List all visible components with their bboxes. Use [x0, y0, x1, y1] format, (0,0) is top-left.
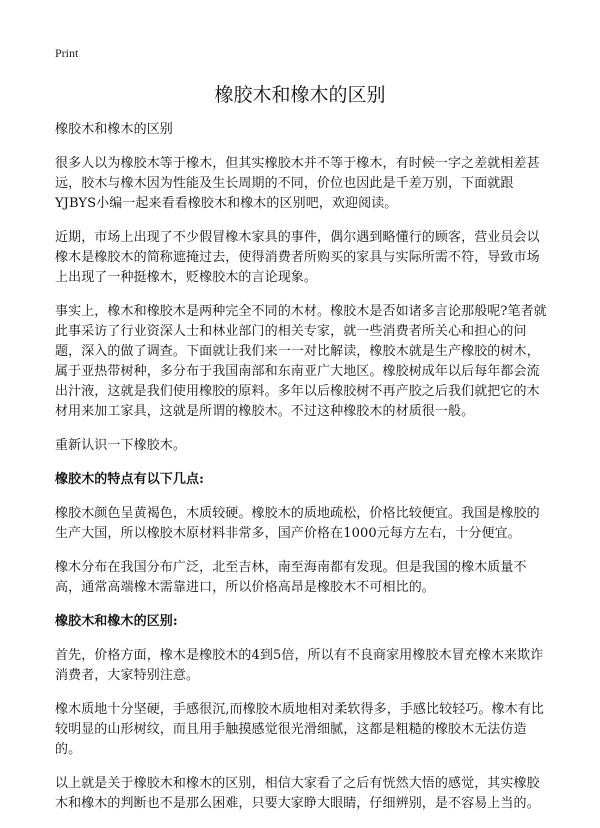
differences-paragraph-2: 橡木质地十分坚硬，手感很沉,而橡胶木质地相对柔软得多，手感比较轻巧。橡木有比较明显的山形树纹，而且用手触摸感觉很光滑细腻，这都是粗糙的橡胶木无法仿造的。 [55, 702, 544, 757]
conclusion-paragraph: 以上就是关于橡胶木和橡木的区别，相信大家看了之后有恍然大悟的感觉，其实橡胶木和橡木的判断也不是那么困难，只要大家睁大眼睛，仔细辨别，是不容易上当的。 [55, 776, 540, 811]
facts-paragraph: 事实上，橡木和橡胶木是两种完全不同的木材。橡胶木是否如诸多言论那般呢?笔者就此事采访了行业资深人士和林业部门的相关专家，就一些消费者所关心和担心的问题，深入的做了调查。下面就让我们来一一对比解读，橡胶木就是生产橡胶的树木，属于亚热带树种，多分布于我国南部和东南亚广大地区。橡胶树成年以后每年都会流出汁液，这就是我们使用橡胶的原料。多年以后橡胶树不再产胶之后我们就把它的木材用来加工家具，这就是所谓的橡胶木。不过这种橡胶木的材质很一般。 [55, 304, 547, 419]
article-subtitle: 橡胶木和橡木的区别 [55, 122, 173, 137]
differences-paragraph-1: 首先，价格方面，橡木是橡胶木的4到5倍，所以有不良商家用橡胶木冒充橡木来欺诈消费者，大家特别注意。 [55, 648, 544, 683]
print-link[interactable]: Print [55, 46, 79, 60]
features-heading: 橡胶木的特点有以下几点: [55, 472, 204, 487]
features-paragraph-1: 橡胶木颜色呈黄褐色，木质较硬。橡胶木的质地疏松，价格比较便宜。我国是橡胶的生产大国，所以橡胶木原材料非常多，国产价格在1000元每方左右，十分便宜。 [55, 506, 540, 541]
features-paragraph-2: 橡木分布在我国分布广泛，北至吉林，南至海南都有发现。但是我国的橡木质量不高，通常高端橡木需靠进口，所以价格高昂是橡胶木不可相比的。 [55, 560, 527, 595]
market-paragraph: 近期，市场上出现了不少假冒橡木家具的事件，偶尔遇到略懂行的顾客，营业员会以橡木是橡胶木的简称遮掩过去，使得消费者所购买的家具与实际所需不符，导致市场上出现了一种挺橡木，贬橡胶木的言论现象。 [55, 230, 540, 285]
differences-heading: 橡胶木和橡木的区别: [55, 614, 178, 629]
article-body [55, 120, 552, 828]
page-title: 橡胶木和橡木的区别 [214, 84, 386, 106]
intro-paragraph: 很多人以为橡胶木等于橡木，但其实橡胶木并不等于橡木，有时候一字之差就相差甚远，胶木与橡木因为性能及生长周期的不同，价位也因此是千差万别，下面就跟YJBYS小编一起来看看橡胶木和橡木的区别吧，欢迎阅读。 [55, 156, 540, 211]
relearn-paragraph: 重新认识一下橡胶木。 [55, 438, 187, 453]
